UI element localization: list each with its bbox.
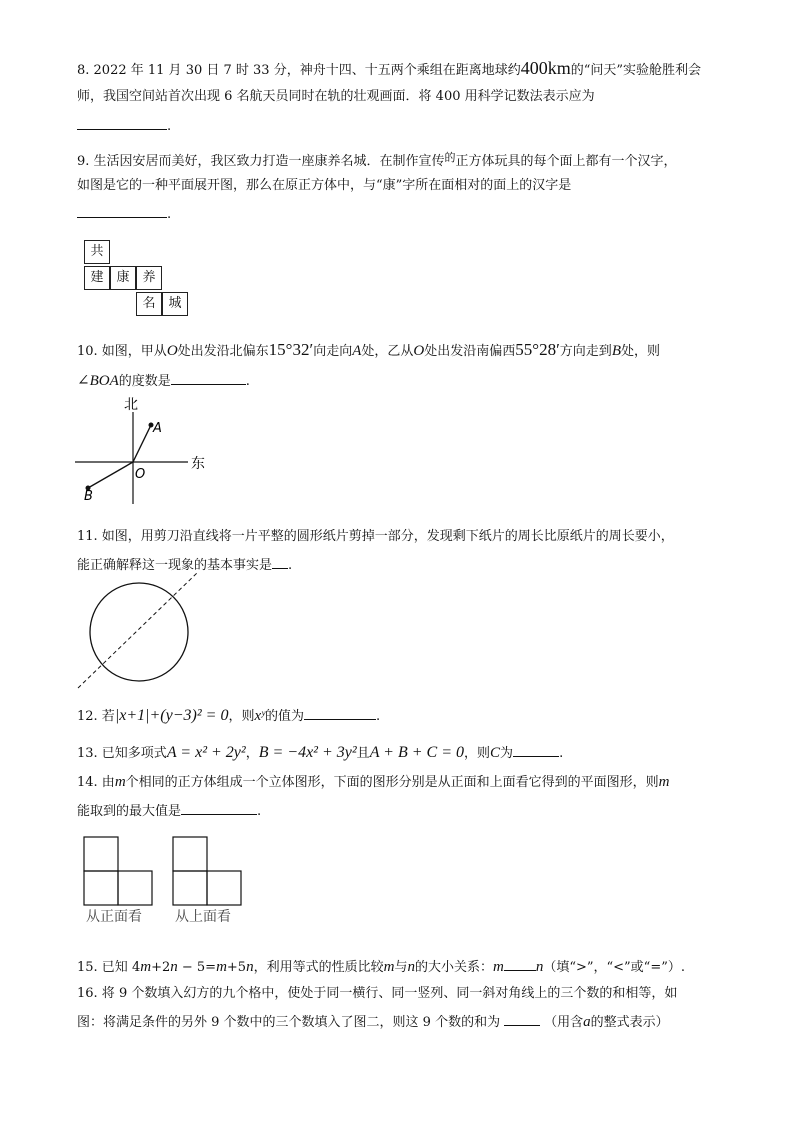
- q14-text: 个相同的正方体组成一个立体图形，下面的图形分别是从正面和上面看它得到的平面图形，则: [125, 775, 659, 790]
- q15-text: − 5=: [177, 960, 217, 975]
- q16-text: 图：将满足条件的另外 9 个数中的三个数填入了图二，则这 9 个数的和为: [77, 1015, 501, 1030]
- q9-text-a: 9. 生活因安居而美好，我区致力打造一座康养名城．在制作宣传: [77, 154, 445, 169]
- q13-condition: A + B + C = 0: [369, 744, 465, 761]
- caption-front-view: 从正面看: [86, 909, 142, 925]
- q15-text: ，利用等式的性质比较: [253, 960, 384, 975]
- q8-text-a: 8. 2022 年 11 月 30 日 7 时 33 分，神舟十四、十五两个乘组在距离地球约: [77, 63, 521, 78]
- q10-text: 处出发沿北偏东: [177, 344, 269, 359]
- q14-m: m: [658, 774, 670, 790]
- q12-text: 的值为: [264, 709, 304, 724]
- label-b: B: [84, 489, 93, 504]
- q9-text-b: 正方体玩具的每个面上都有一个汉字，: [455, 154, 677, 169]
- q8-line2: 师，我国空间站首次出现 6 名航天员同时在轨的壮观画面．将 400 用科学记数法表示应为: [77, 89, 595, 104]
- label-a: A: [153, 421, 162, 436]
- q14-period: .: [257, 804, 262, 819]
- q13-text: 13. 已知多项式: [77, 746, 167, 761]
- q13-period: .: [559, 746, 564, 761]
- q13-c: C: [490, 745, 501, 761]
- net-cell: 名: [136, 292, 162, 316]
- q10-text: 10. 如图，甲从: [77, 344, 167, 359]
- q13-expression-b: B = −4x² + 3y²: [258, 744, 357, 761]
- q9-period: .: [167, 207, 172, 222]
- q13-expression-a: A = x² + 2y²: [166, 744, 246, 761]
- label-o: O: [135, 467, 146, 482]
- net-cell: 建: [84, 266, 110, 290]
- q8-period: .: [167, 119, 172, 134]
- q16-text: 的整式表示）: [590, 1015, 669, 1030]
- ray-ob: [88, 462, 133, 488]
- paper-circle: [90, 583, 188, 681]
- q13-text: 为: [500, 746, 514, 761]
- q11-answer-blank[interactable]: [272, 556, 288, 569]
- q12-text: ，则: [228, 709, 255, 724]
- q14-text: 14. 由: [77, 775, 115, 790]
- q13-line: [77, 744, 563, 762]
- q13-answer-blank[interactable]: [513, 744, 559, 757]
- q15-var: m: [140, 959, 152, 975]
- q15-var: m: [492, 959, 504, 975]
- q12-line: [77, 707, 380, 725]
- net-cell: 共: [84, 240, 110, 264]
- q13-text: 且: [356, 746, 370, 761]
- q8-distance: 400km: [520, 58, 571, 78]
- q15-var: m: [383, 959, 395, 975]
- q15-line: [77, 958, 685, 976]
- q12-text: 12. 若: [77, 709, 115, 724]
- q15-text: +2: [151, 960, 171, 975]
- net-cell: 养: [136, 266, 162, 290]
- net-cell: 城: [162, 292, 188, 316]
- q10-text: 处，乙从: [361, 344, 414, 359]
- q15-var: n: [170, 959, 178, 975]
- q10-text: 向走向: [313, 344, 353, 359]
- front-view: [84, 837, 152, 905]
- q14-answer-blank[interactable]: [181, 802, 257, 815]
- q16-a: a: [583, 1014, 591, 1030]
- q13-text: ，: [245, 746, 259, 761]
- q12-x-power-y: xʸ: [254, 708, 265, 724]
- q15-text: 与: [394, 960, 408, 975]
- q15-text: （填“>”，“<”或“=”）.: [543, 960, 685, 975]
- ray-oa: [133, 425, 151, 462]
- q10-b: B: [611, 343, 621, 359]
- q11-period: .: [288, 558, 293, 573]
- q10-text: 处出发沿南偏西: [424, 344, 516, 359]
- q15-var: n: [407, 959, 415, 975]
- q16-line2: [77, 1013, 669, 1031]
- q10-angle-name: ∠BOA: [77, 373, 119, 389]
- q15-var: n: [246, 959, 254, 975]
- q16-line1: 16. 将 9 个数填入幻方的九个格中，使处于同一横行、同一竖列、同一斜对角线上的三个数的和相等，如: [77, 986, 678, 1001]
- q14-line1: [77, 774, 670, 791]
- q9-line2: 如图是它的一种平面展开图，那么在原正方体中，与“康”字所在面相对的面上的汉字是: [77, 178, 572, 193]
- q15-var: m: [216, 959, 227, 975]
- q15-text: +5: [226, 960, 247, 975]
- q10-angle2: 55°28′: [515, 340, 560, 359]
- east-label: 东: [191, 456, 205, 472]
- q16-text: （用含: [544, 1015, 584, 1030]
- q16-answer-blank[interactable]: [504, 1013, 540, 1026]
- net-cell: 康: [110, 266, 136, 290]
- q10-text: 方向走到: [559, 344, 612, 359]
- q9-text-small: 的: [444, 151, 456, 164]
- q12-answer-blank[interactable]: [304, 707, 376, 720]
- q12-expression: |x+1|+(y−3)² = 0: [114, 707, 229, 724]
- top-view: [173, 837, 241, 905]
- q14-m: m: [114, 774, 126, 790]
- q12-period: .: [375, 709, 381, 724]
- q10-text: 处，则: [620, 344, 660, 359]
- q10-o: O: [413, 343, 425, 359]
- q10-a: A: [352, 343, 362, 359]
- q14-text: 能取到的最大值是: [77, 804, 182, 819]
- q15-text: 的大小关系：: [414, 960, 493, 975]
- q10-angle1: 15°32′: [268, 340, 314, 359]
- q15-var: n: [535, 959, 544, 975]
- north-label: 北: [124, 397, 138, 413]
- q15-text: 15. 已知 4: [77, 960, 141, 975]
- q10-o: O: [166, 343, 178, 359]
- q11-line1: 11. 如图，用剪刀沿直线将一片平整的圆形纸片剪掉一部分，发现剩下纸片的周长比原纸片的周长要小，: [77, 529, 674, 544]
- q8-text-b: 的“问天”实验舱胜利会: [570, 63, 702, 78]
- q15-answer-blank[interactable]: [504, 958, 536, 971]
- q10-period: .: [245, 374, 250, 389]
- q13-text: ，则: [464, 746, 491, 761]
- q14-line2: [77, 802, 261, 820]
- q11-line2: [77, 556, 292, 574]
- q11-text: 能正确解释这一现象的基本事实是: [77, 558, 273, 573]
- caption-top-view: 从上面看: [175, 909, 231, 925]
- q10-text: 的度数是: [118, 374, 171, 389]
- cut-line: [78, 572, 198, 688]
